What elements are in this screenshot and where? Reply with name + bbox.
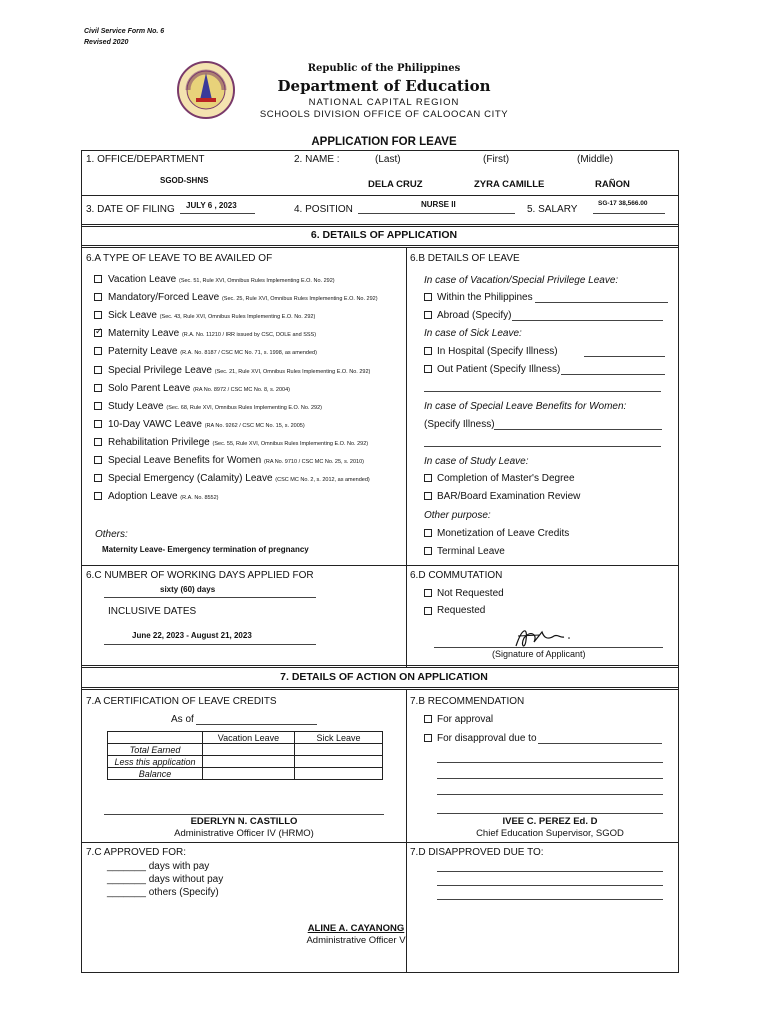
leave-credits-table [107,731,383,780]
position-label: 4. POSITION [294,204,353,215]
office-value[interactable]: SGOD-SHNS [160,176,209,185]
leave-type-item [108,292,378,303]
row-label: Total Earned [108,744,203,756]
leave-type-item [108,419,305,430]
divider [81,245,679,246]
approver-title: Administrative Officer V [306,935,406,946]
leave-type-item [108,328,316,339]
leave-type-checkbox[interactable] [94,492,102,500]
abroad-checkbox[interactable] [424,311,432,319]
divider [81,665,679,666]
blank-line [494,429,662,430]
row-label: Less this application [108,756,203,768]
blank-line [584,356,665,357]
leave-type-item [108,274,335,285]
leave-type-reference: (Sec. 25, Rule XVI, Omnibus Rules Implementing E.O. No. 292) [221,296,378,302]
leave-type-checkbox[interactable] [94,275,102,283]
first-name-label: (First) [483,154,510,165]
division-heading: SCHOOLS DIVISION OFFICE OF CALOOCAN CITY [259,109,509,120]
section7c-title: 7.C APPROVED FOR: [86,847,187,858]
divider [81,565,679,566]
bar-review-label: BAR/Board Examination Review [437,491,581,502]
for-approval-checkbox[interactable] [424,715,432,723]
divider [81,247,679,248]
blank-line [535,302,668,303]
form-title: APPLICATION FOR LEAVE [311,136,457,148]
table-row [108,768,383,780]
divider [81,689,679,690]
leave-type-checkbox[interactable] [94,311,102,319]
divider [81,224,679,225]
blank-line [538,743,662,744]
hrmo-title: Administrative Officer IV (HRMO) [174,828,314,839]
form-number: Civil Service Form No. 6 [84,28,165,35]
section7-title: 7. DETAILS OF ACTION ON APPLICATION [280,671,488,683]
section7d-title: 7.D DISAPPROVED DUE TO: [410,847,544,858]
hrmo-name: EDERLYN N. CASTILLO [190,816,298,827]
recommender-name: IVEE C. PEREZ Ed. D [502,816,598,827]
leave-type-checkbox[interactable] [94,293,102,301]
vacation-cell[interactable] [203,768,295,780]
leave-type-item [108,310,315,321]
in-hospital-checkbox[interactable] [424,347,432,355]
leave-type-item [108,473,370,484]
women-specify-label: (Specify Illness) [424,419,495,430]
leave-type-checkbox[interactable] [94,347,102,355]
position-value[interactable]: NURSE II [421,200,456,209]
section6c-title: 6.C NUMBER OF WORKING DAYS APPLIED FOR [86,570,314,581]
leave-type-checkbox[interactable] [94,438,102,446]
leave-type-reference: (RA No. 8972 / CSC MC No. 8, s. 2004) [193,387,290,393]
leave-type-label: 10-Day VAWC Leave [108,419,202,430]
leave-type-item [108,401,322,412]
leave-type-label: Special Privilege Leave [108,365,212,376]
signature-caption: (Signature of Applicant) [492,649,586,659]
section6d-title: 6.D COMMUTATION [410,570,503,581]
section6-title: 6. DETAILS OF APPLICATION [310,229,458,241]
middle-name-label: (Middle) [577,154,614,165]
monetization-label: Monetization of Leave Credits [437,528,570,539]
table-corner [108,732,203,744]
others-specify[interactable]: _______ others (Specify) [107,887,219,898]
leave-type-label: Maternity Leave [108,328,180,339]
vacation-cell[interactable] [203,744,295,756]
leave-type-item [108,365,370,376]
sick-heading: In case of Sick Leave: [424,328,522,339]
blank-line [437,899,663,900]
blank-line [437,871,663,872]
monetization-checkbox[interactable] [424,529,432,537]
last-name-label: (Last) [375,154,401,165]
blank-line [561,374,665,375]
leave-type-reference: (RA No. 9262 / CSC MC No. 15, s. 2005) [204,423,305,429]
leave-type-item [108,437,368,448]
study-heading: In case of Study Leave: [424,456,529,467]
inclusive-dates-label: INCLUSIVE DATES [108,606,197,617]
for-approval-label: For approval [437,714,494,725]
hrmo-signature-line [104,814,384,815]
column-divider [406,247,407,667]
leave-type-reference: (Sec. 43, Rule XVI, Omnibus Rules Implementing E.O. No. 292) [159,314,316,320]
salary-value[interactable]: SG-17 38,566.00 [598,200,648,207]
working-days-value[interactable]: sixty (60) days [160,585,216,594]
requested-checkbox[interactable] [424,607,432,615]
requested-label: Requested [437,605,486,616]
out-patient-checkbox[interactable] [424,365,432,373]
leave-type-label: Paternity Leave [108,346,178,357]
leave-type-checkbox[interactable] [94,366,102,374]
leave-type-label: Special Emergency (Calamity) Leave [108,473,273,484]
department-heading: Department of Education [277,77,491,95]
divider [81,842,679,843]
signature-line [434,647,663,648]
leave-type-label: Mandatory/Forced Leave [108,292,220,303]
leave-type-item [108,455,364,466]
form-revision: Revised 2020 [84,39,129,46]
date-filing-line [180,213,255,214]
row-label: Balance [108,768,203,780]
last-name-value[interactable]: DELA CRUZ [368,179,423,190]
inclusive-dates-line [104,644,316,645]
salary-line [593,213,665,214]
leave-type-checkbox[interactable] [94,456,102,464]
leave-type-reference: (Sec. 51, Rule XVI, Omnibus Rules Implementing E.O. No. 292) [178,278,335,284]
in-hospital-label: In Hospital (Specify Illness) [437,346,558,357]
leave-type-label: Study Leave [108,401,164,412]
days-with-pay[interactable]: _______ days with pay [107,861,210,872]
date-filing-label: 3. DATE OF FILING [86,204,175,215]
divider [81,226,679,227]
divider [81,667,679,668]
other-purpose-heading: Other purpose: [424,510,491,521]
women-heading: In case of Special Leave Benefits for Women: [424,401,627,412]
blank-line [437,885,663,886]
blank-line [437,778,663,779]
date-filing-value[interactable]: JULY 6 , 2023 [186,201,237,210]
terminal-leave-label: Terminal Leave [437,546,505,557]
blank-line [424,446,661,447]
first-name-value[interactable]: ZYRA CAMILLE [474,179,545,190]
divider [81,687,679,688]
sick-cell[interactable] [295,768,383,780]
leave-type-checkbox[interactable] [94,402,102,410]
section7b-title: 7.B RECOMMENDATION [410,696,525,707]
leave-type-item [108,383,290,394]
leave-type-reference: (R.A. No. 8552) [180,495,219,501]
col-sick-header: Sick Leave [295,732,383,744]
leave-type-reference: (Sec. 21, Rule XVI, Omnibus Rules Implementing E.O. No. 292) [214,369,371,375]
name-label: 2. NAME : [294,154,340,165]
leave-type-label: Rehabilitation Privilege [108,437,210,448]
not-requested-checkbox[interactable] [424,589,432,597]
leave-type-label: Special Leave Benefits for Women [108,455,262,466]
col-vacation-header: Vacation Leave [203,732,295,744]
as-of-label: As of [171,714,194,725]
blank-line [437,794,663,795]
leave-type-checkbox[interactable] [94,329,102,337]
masters-checkbox[interactable] [424,474,432,482]
leave-type-reference: (R.A. No. 8187 / CSC MC No. 71, s. 1998, as amended) [180,350,317,356]
leave-type-reference: (Sec. 68, Rule XVI, Omnibus Rules Implementing E.O. No. 292) [166,405,322,411]
table-row [108,756,383,768]
leave-type-reference: (Sec. 55, Rule XVI, Omnibus Rules Implementing E.O. No. 292) [212,441,369,447]
leave-type-checkbox[interactable] [94,474,102,482]
abroad-label: Abroad (Specify) [437,310,512,321]
leave-type-reference: (CSC MC No. 2, s. 2012, as amended) [275,477,370,483]
within-philippines-checkbox[interactable] [424,293,432,301]
terminal-leave-checkbox[interactable] [424,547,432,555]
working-days-line [104,597,316,598]
sick-cell[interactable] [295,744,383,756]
leave-type-checkbox[interactable] [94,384,102,392]
leave-type-checkbox[interactable] [94,420,102,428]
leave-type-label: Vacation Leave [108,274,177,285]
leave-type-label: Sick Leave [108,310,157,321]
blank-line [512,320,663,321]
others-value[interactable]: Maternity Leave- Emergency termination of pregnancy [102,545,309,554]
recommender-title: Chief Education Supervisor, SGOD [476,828,624,839]
as-of-line [196,724,317,725]
for-disapproval-checkbox[interactable] [424,734,432,742]
approver-name: ALINE A. CAYANONG [307,923,405,934]
position-line [358,213,515,214]
leave-type-reference: (R.A. No. 11210 / IRR issued by CSC, DOLE and SSS) [181,332,317,338]
leave-type-label: Solo Parent Leave [108,383,191,394]
divider [81,195,679,196]
leave-type-item [108,346,317,357]
days-without-pay[interactable]: _______ days without pay [107,874,224,885]
recommender-signature-line [437,813,663,814]
sick-cell[interactable] [295,756,383,768]
salary-label: 5. SALARY [527,204,578,215]
table-row [108,744,383,756]
region-heading: NATIONAL CAPITAL REGION [308,97,460,108]
vacation-heading: In case of Vacation/Special Privilege Leave: [424,275,619,286]
bar-review-checkbox[interactable] [424,492,432,500]
blank-line [424,391,661,392]
republic-heading: Republic of the Philippines [307,63,461,74]
not-requested-label: Not Requested [437,588,504,599]
vacation-cell[interactable] [203,756,295,768]
section7a-title: 7.A CERTIFICATION OF LEAVE CREDITS [86,696,277,707]
blank-line [437,762,663,763]
leave-type-item [108,491,219,502]
inclusive-dates-value[interactable]: June 22, 2023 - August 21, 2023 [132,631,252,640]
for-disapproval-label: For disapproval due to [437,733,537,744]
leave-type-label: Adoption Leave [108,491,178,502]
section6b-title: 6.B DETAILS OF LEAVE [410,253,520,264]
out-patient-label: Out Patient (Specify Illness) [437,364,561,375]
section6a-title: 6.A TYPE OF LEAVE TO BE AVAILED OF [86,253,273,264]
others-label: Others: [95,529,128,540]
within-philippines-label: Within the Philippines [437,292,533,303]
leave-type-reference: (RA No. 9710 / CSC MC No. 25, s. 2010) [264,459,364,465]
masters-label: Completion of Master's Degree [437,473,575,484]
office-label: 1. OFFICE/DEPARTMENT [86,154,205,165]
middle-name-value[interactable]: RAÑON [595,179,630,190]
